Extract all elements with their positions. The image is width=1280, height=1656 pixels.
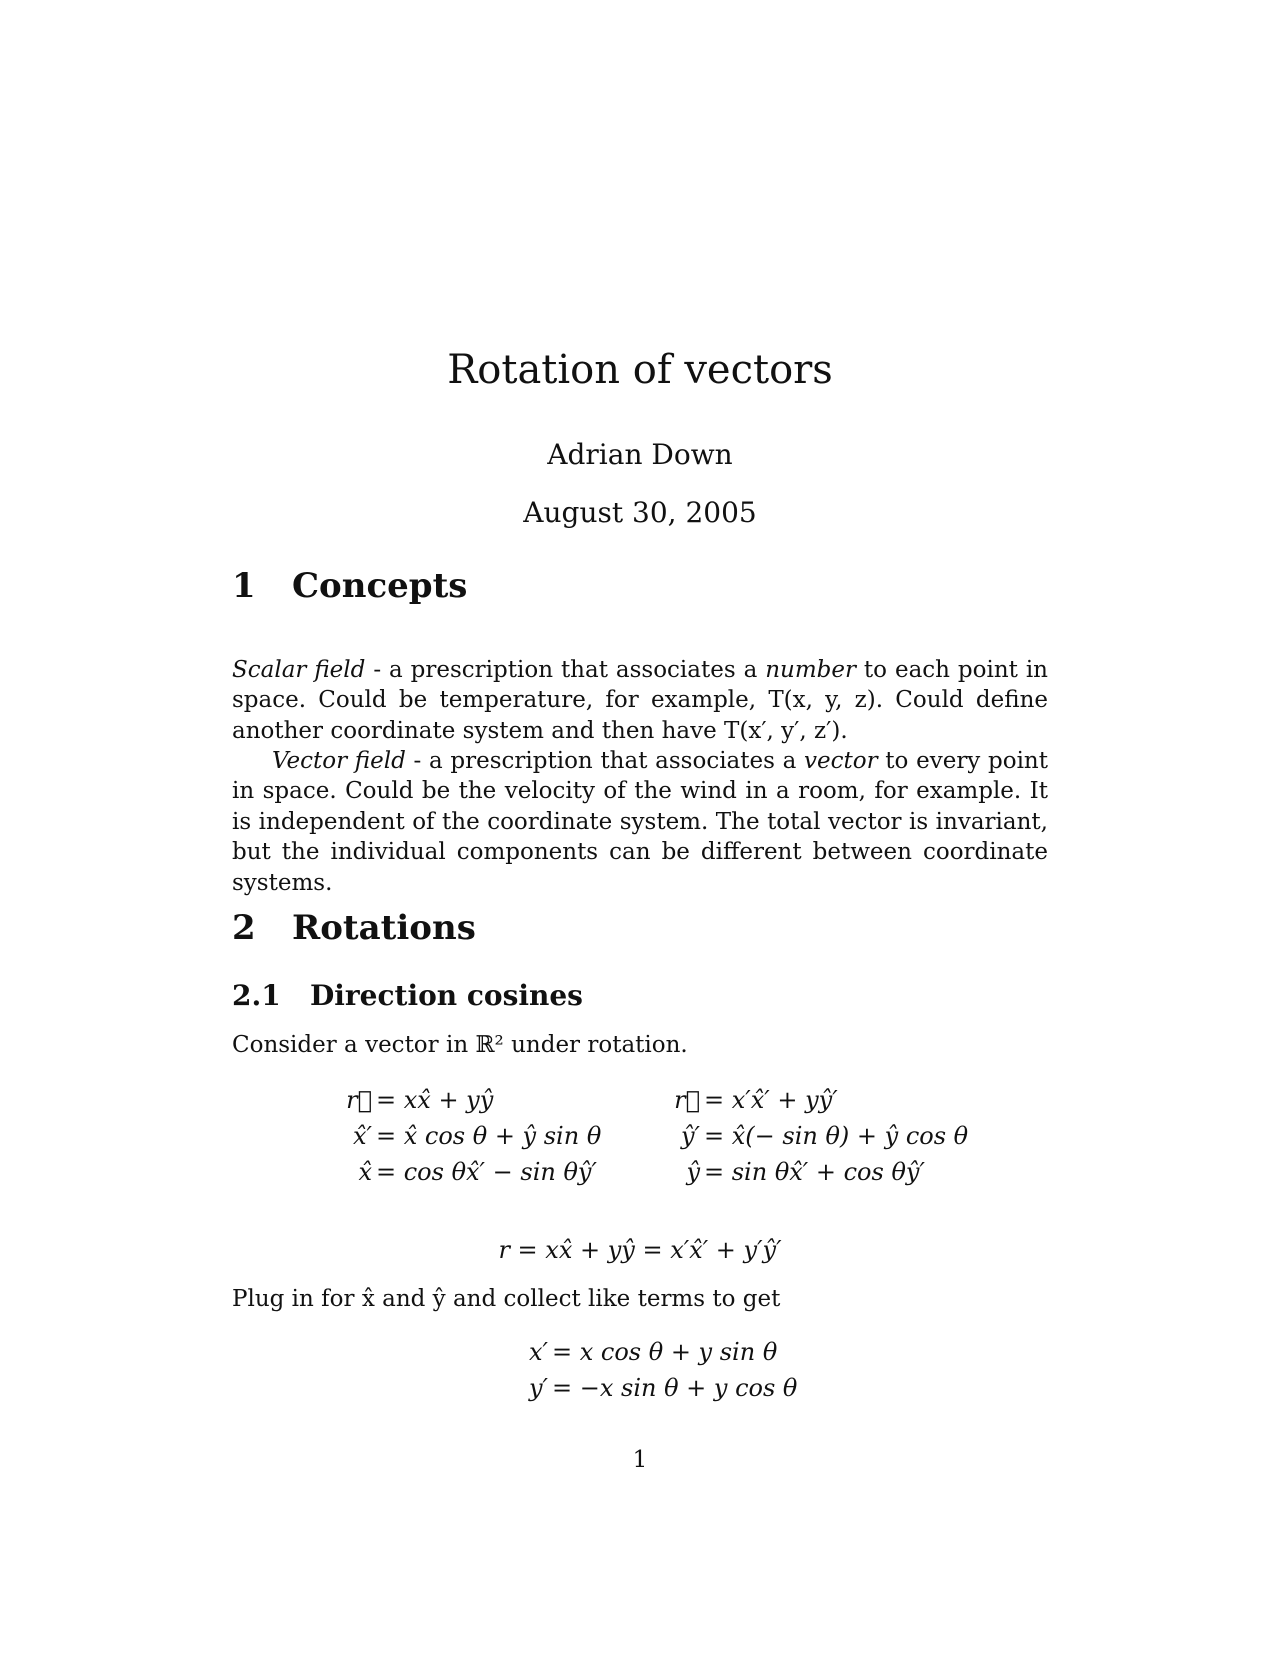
- intro-sentence: Consider a vector in ℝ² under rotation.: [232, 1032, 688, 1058]
- equation-rhs: = x cos θ + y sin θ: [552, 1338, 778, 1366]
- term-scalar-field: Scalar field: [232, 657, 366, 683]
- equation-rhs: = x̂(− sin θ) + ŷ cos θ: [704, 1122, 969, 1150]
- equation-lhs: x̂′: [353, 1122, 372, 1150]
- section-title: Rotations: [292, 908, 476, 948]
- term-vector-field: Vector field: [272, 748, 406, 774]
- equation-rhs: = sin θx̂′ + cos θŷ′: [704, 1158, 925, 1186]
- section-heading-rotations: [232, 908, 476, 948]
- equation-rhs: = x̂ cos θ + ŷ sin θ: [376, 1122, 602, 1150]
- plug-in-sentence: Plug in for x̂ and ŷ and collect like terms to get: [232, 1286, 781, 1312]
- display-equation: r = xx̂ + yŷ = x′x̂′ + y′ŷ′: [498, 1236, 782, 1264]
- section-title: Concepts: [292, 566, 468, 606]
- equation-lhs: r⃗: [674, 1086, 700, 1114]
- equation-lhs: x̂: [358, 1158, 372, 1186]
- paragraph-text: to every point in space. Could be the velocity of the wind in a room, for example. It is independent of the coordinate system. The total vector is invariant, but the individual components can be different between coordinate systems.: [232, 748, 1048, 896]
- paragraph-scalar-field: [232, 655, 1048, 746]
- page-number: 1: [632, 1447, 648, 1473]
- equation-rhs: = xx̂ + yŷ: [376, 1086, 494, 1114]
- document-author: Adrian Down: [547, 438, 733, 471]
- document-date: August 30, 2005: [523, 496, 757, 529]
- equation-lhs: ŷ′: [680, 1122, 700, 1150]
- equation-lhs: x′: [529, 1338, 548, 1366]
- subsection-heading-direction-cosines: [232, 979, 583, 1013]
- paragraph-text: to each point in space. Could be temperature, for example, T(x, y, z). Could define another coordinate system and then have T(x′, y′, z′).: [232, 657, 1048, 744]
- equation-rhs: = x′x̂′ + yŷ′: [704, 1086, 838, 1114]
- equation-lhs: ŷ: [686, 1158, 700, 1186]
- paragraph-text: - a prescription that associates a: [405, 748, 805, 774]
- equation-rhs: = −x sin θ + y cos θ: [552, 1374, 798, 1402]
- equation-lhs: y′: [528, 1374, 548, 1402]
- emphasis-vector: vector: [804, 748, 878, 774]
- emphasis-number: number: [765, 657, 856, 683]
- subsection-number: 2.1: [232, 979, 281, 1012]
- paragraph-text: - a prescription that associates a: [365, 657, 766, 683]
- section-number: 1: [232, 566, 256, 606]
- subsection-title: Direction cosines: [310, 979, 583, 1012]
- paragraph-vector-field: [232, 746, 1048, 898]
- equation-lhs: r⃗: [346, 1086, 372, 1114]
- equation-rhs: = cos θx̂′ − sin θŷ′: [376, 1158, 597, 1186]
- section-heading-concepts: [232, 566, 467, 606]
- section-number: 2: [232, 908, 256, 948]
- document-title: Rotation of vectors: [447, 347, 833, 393]
